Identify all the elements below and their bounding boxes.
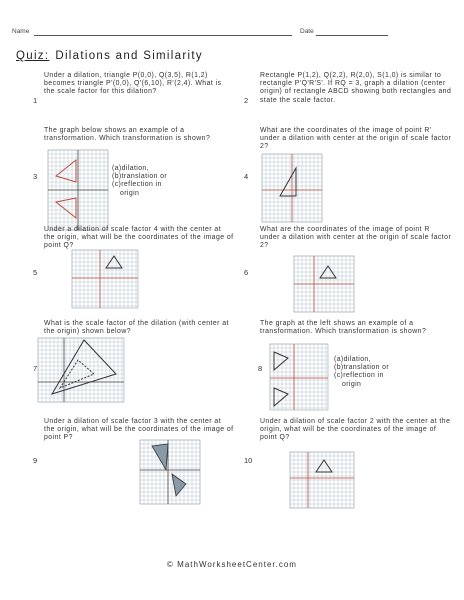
question-1-number: 1 [33,96,38,105]
option-b: (b)translation or [334,364,390,372]
question-7-text: What is the scale factor of the dilation (with center at the origin) shown below? [44,320,229,336]
name-label: Name [12,28,30,35]
graph-grid [140,440,200,504]
question-10-text: Under a dilation of scale factor 2 with the center at the origin, what will be the coordinates of the image of point Q? [260,418,451,442]
option-c-cont: origin [120,189,140,197]
question-10-number: 10 [244,456,253,465]
question-4-number: 4 [244,172,249,181]
name-date-bar [12,26,452,40]
question-6-text: What are the coordinates of the image of point R under a dilation with center at the origin of scale factor 2? [260,226,452,250]
option-c-cont: origin [342,380,362,388]
page-title [16,50,203,62]
option-b: (b)translation or [112,173,168,181]
name-field[interactable] [34,35,292,36]
option-a: (a)dilation, [334,356,371,363]
question-2-text: Rectangle P(1,2), Q(2,2), R(2,0), S(1,0) is similar to rectangle P'Q'R'S'. If RQ = 3, graph a dilation (center origin) of rectangle ABCD showing both rectangles and state the scale factor. [260,72,452,104]
date-label: Date [300,28,314,35]
question-7-number: 7 [33,364,38,373]
question-6-graph [294,256,354,312]
question-3-options [112,165,202,198]
question-4-text: What are the coordinates of the image of point R' under a dilation with center at the origin of scale factor 2? [260,127,452,151]
question-3-number: 3 [33,172,38,181]
question-8-number: 8 [258,364,263,373]
option-c: (c)reflection in [334,372,384,380]
question-5-number: 5 [33,268,38,277]
question-10-graph [290,452,354,508]
question-8-options [334,356,434,389]
question-3-graph [48,150,108,230]
question-9-text: Under a dilation of scale factor 3 with the center at the origin, what will be the coordinates of the image of point P? [44,418,234,442]
quiz-topic: Dilations and Similarity [55,50,203,62]
question-2-number: 2 [244,96,249,105]
question-5-graph [72,250,138,308]
triangle-figure [316,460,332,472]
option-c: (c)reflection in [112,181,162,189]
question-9-graph [140,440,200,504]
footer-copyright: © MathWorksheetCenter.com [167,560,297,569]
question-1-text: Under a dilation, triangle P(0,0), Q(3,5), R(1,2) becomes triangle P'(0,0), Q'(6,10), R'(2,4). What is the scale factor for this dilation? [44,72,222,96]
question-3-text: The graph below shows an example of a transformation. Which transformation is shown? [44,127,211,143]
graph-grid [72,250,138,308]
question-7-graph [38,338,124,402]
original-triangle [56,160,76,182]
question-8-text: The graph at the left shows an example of a transformation. Which transformation is shown? [260,320,427,336]
option-a: (a)dilation, [112,165,149,172]
image-triangle [56,198,76,218]
graph-grid [38,338,124,402]
question-6-number: 6 [244,268,249,277]
graph-grid [290,452,354,508]
quiz-label: Quiz: [16,50,50,62]
date-field[interactable] [316,35,388,36]
question-8-graph [270,344,328,410]
question-4-graph [262,154,322,222]
question-9-number: 9 [33,456,38,465]
question-5-text: Under a dilation of scale factor 4 with the center at the origin, what will be the coordinates of the image of point Q? [44,226,234,250]
